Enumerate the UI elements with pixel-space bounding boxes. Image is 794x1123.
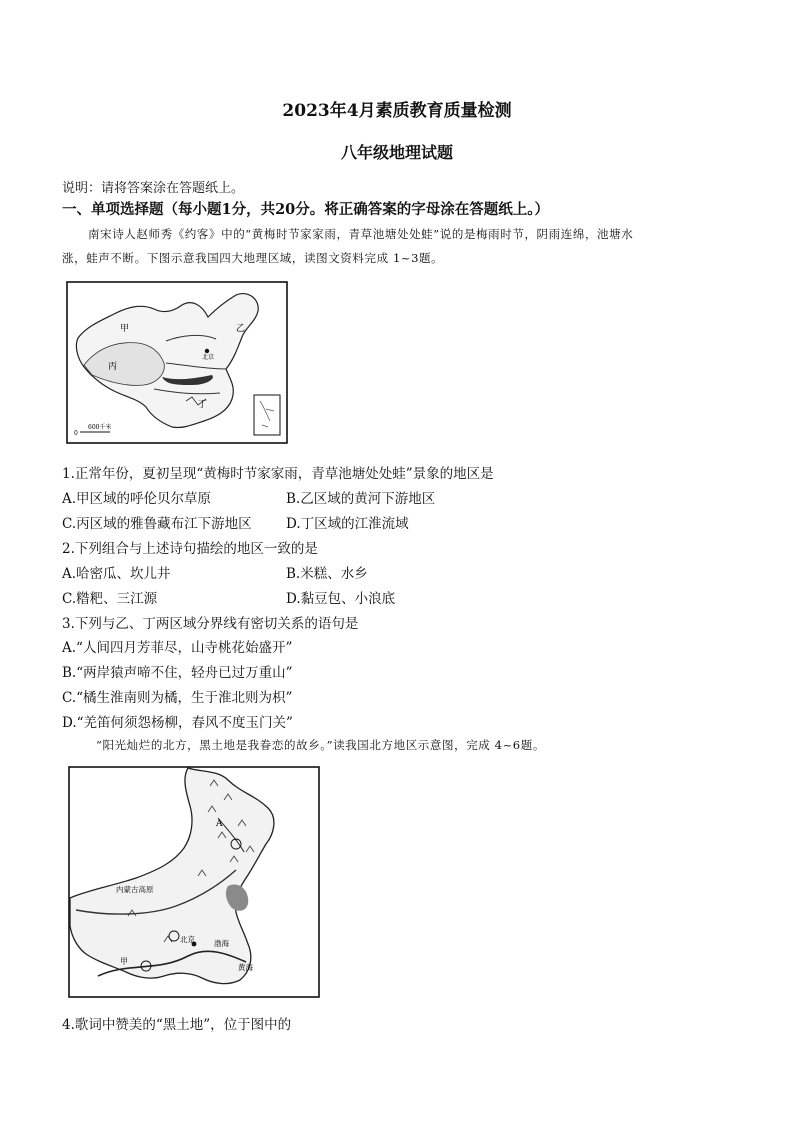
scale-label: 600千米: [88, 424, 112, 431]
question-2-stem: 2.下列组合与上述诗句描绘的地区一致的是: [62, 541, 318, 557]
beijing-dot: [205, 349, 209, 353]
china-regions-map: [66, 281, 288, 444]
question-3-stem: 3.下列与乙、丁两区域分界线有密切关系的语句是: [62, 616, 359, 632]
question-1-option-a: A.甲区域的呼伦贝尔草原: [62, 491, 212, 507]
label-beijing: 北京: [202, 354, 215, 361]
label-a: A: [216, 819, 223, 829]
label-huanghai: 黄海: [238, 963, 253, 972]
question-1-option-b: B.乙区域的黄河下游地区: [286, 491, 436, 507]
question-2-option-d: D.黏豆包、小浪底: [286, 591, 396, 607]
question-3-option-d: D.“羌笛何须怨杨柳，春风不度玉门关”: [62, 715, 293, 731]
scale-zero: 0: [74, 430, 78, 437]
section-heading: 一、单项选择题（每小题1分，共20分。将正确答案的字母涂在答题纸上。）: [62, 201, 550, 218]
label-yi: 乙: [236, 324, 246, 334]
question-2-option-c: C.糌粑、三江源: [62, 591, 158, 607]
instructions: 说明：请将答案涂在答题纸上。: [62, 181, 245, 196]
question-2-option-a: A.哈密瓜、坎儿井: [62, 566, 171, 582]
label-bing: 丙: [108, 362, 118, 372]
label-ding: 丁: [198, 400, 208, 410]
exam-title: 2023年4月素质教育质量检测: [282, 101, 512, 121]
question-4-stem: 4.歌词中赞美的“黑土地”，位于图中的: [62, 1017, 292, 1033]
question-3-option-a: A.“人间四月芳菲尽，山寺桃花始盛开”: [62, 640, 293, 656]
label-jia: 甲: [120, 324, 130, 334]
question-1-option-d: D.丁区域的江淮流域: [286, 516, 409, 532]
label-plateau: 内蒙古高原: [116, 885, 154, 894]
question-2-option-b: B.米糕、水乡: [286, 566, 368, 582]
passage1-line2: 涨，蛙声不断。下图示意我国四大地理区域，读图文资料完成 1~3题。: [62, 251, 444, 265]
question-3-option-c: C.“橘生淮南则为橘，生于淮北则为枳”: [62, 690, 293, 706]
label-bohai: 渤海: [214, 939, 229, 948]
passage1-line1: 南宋诗人赵师秀《约客》中的“黄梅时节家家雨，青草池塘处处蛙”说的是梅雨时节，阴雨连绵，池塘水: [88, 227, 634, 241]
label-beijing-2: 北京: [180, 935, 195, 944]
question-1-option-c: C.丙区域的雅鲁藏布江下游地区: [62, 516, 252, 532]
exam-subtitle: 八年级地理试题: [340, 143, 453, 162]
question-3-option-b: B.“两岸猿声啼不住，轻舟已过万重山”: [62, 665, 293, 681]
label-jia-2: 甲: [120, 957, 128, 966]
passage2-line1: “阳光灿烂的北方，黑土地是我眷恋的故乡。”读我国北方地区示意图，完成 4~6题。: [96, 738, 545, 752]
question-1-stem: 1.正常年份，夏初呈现“黄梅时节家家雨，青草池塘处处蛙”景象的地区是: [62, 466, 494, 482]
north-china-map: [68, 766, 320, 998]
